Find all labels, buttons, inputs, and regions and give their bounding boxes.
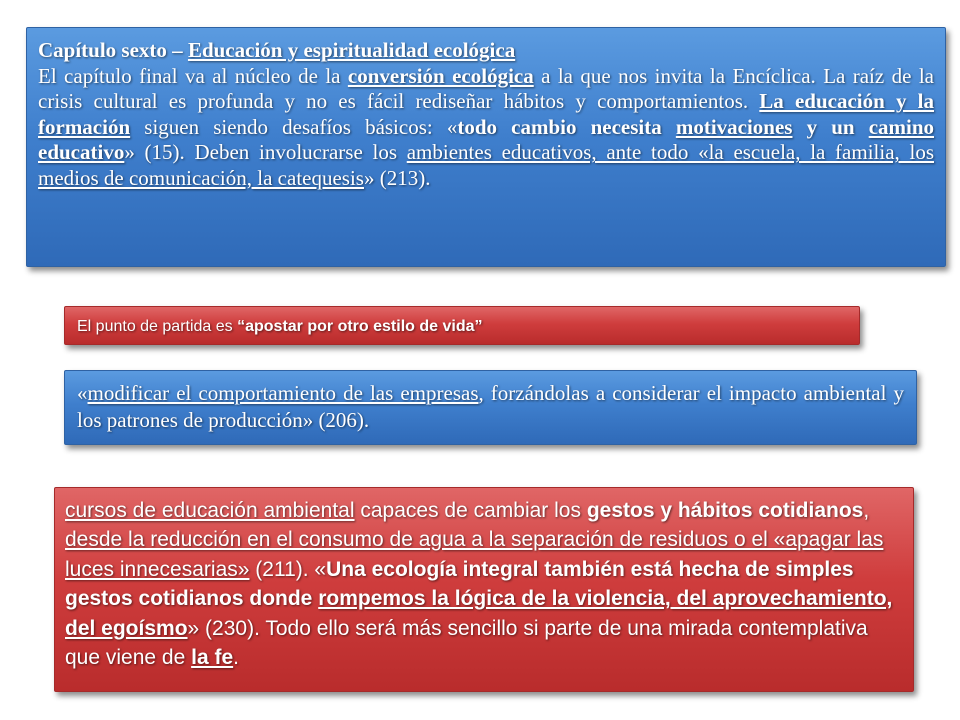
chapter-summary-box <box>26 27 946 267</box>
starting-point-banner: El punto de partida es “apostar por otro estilo de vida” <box>64 306 860 345</box>
chapter-summary-text: El capítulo final va al núcleo de la conversión ecológica a la que nos invita la Encíclica. La raíz de la crisis cultural es profunda y no es fácil rediseñar hábitos y comportamientos. La educación y la formación siguen siendo desafíos básicos: «todo cambio necesita motivaciones y un camino educativo» (15). Deben involucrarse los ambientes educativos, ante todo «la escuela, la familia, los medios de comunicación, la catequesis» (213). <box>38 63 935 190</box>
business-quote-box: «modificar el comportamiento de las empresas, forzándolas a considerar el impacto ambiental y los patrones de producción» (206). <box>64 370 917 445</box>
chapter-title: Capítulo sexto – Educación y espiritualidad ecológica <box>38 38 516 62</box>
chapter-title-underlined: Educación y espiritualidad ecológica <box>187 38 516 62</box>
environmental-education-box: cursos de educación ambiental capaces de cambiar los gestos y hábitos cotidianos, desde la reducción en el consumo de agua a la separación de residuos o el «apagar las luces innecesarias» (211). «Una ecología integral también está hecha de simples gestos cotidianos donde rompemos la lógica de la violencia, del aprovechamiento, del egoísmo» (230). Todo ello será más sencillo si parte de una mirada contemplativa que viene de la fe. <box>54 487 914 692</box>
